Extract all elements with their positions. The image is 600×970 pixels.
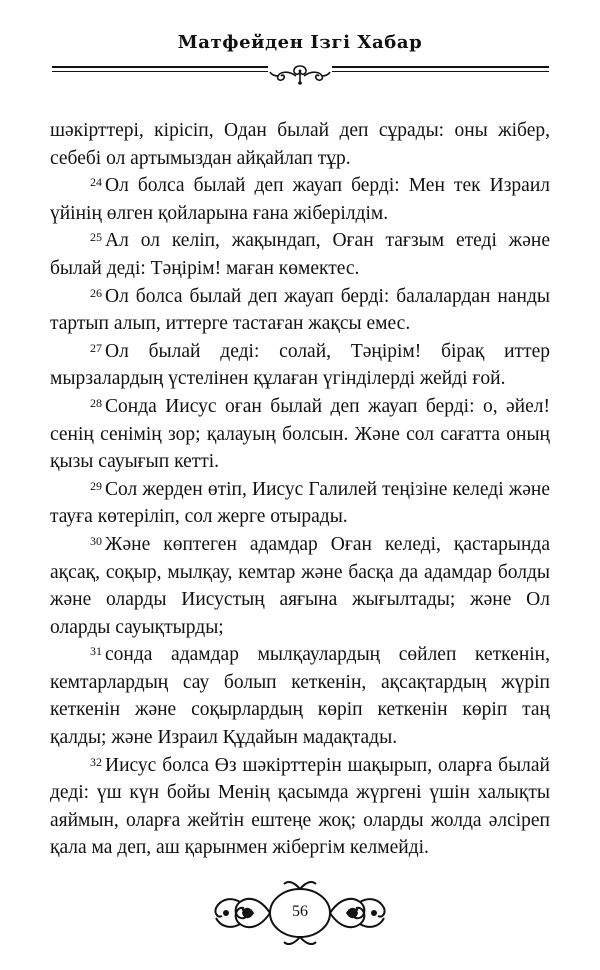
- verse-number: 30: [90, 533, 102, 548]
- verse-text: Сол жерден өтіп, Иисус Галилей теңізіне келеді және тауға көтеріліп, сол жерге отырады.: [50, 478, 550, 528]
- verse-number: 25: [90, 230, 102, 245]
- verse-number: 26: [90, 285, 102, 300]
- paragraph: [50, 531, 550, 641]
- page-header: Матфейден Ізгі Хабар: [177, 32, 423, 53]
- verse-text: Иисус болса Өз шәкірттерін шақырып, оларға былай деді: үш күн бойы Менің қасымда жүргені үшін халықты аяймын, оларға жейтін ештеңе жоқ; оларды жолда әлсіреп қала ма деп, аш қарынмен жібергім келмейді.: [50, 754, 550, 859]
- verse-text: сонда адамдар мылқаулардың сөйлеп кеткенін, кемтарлардың сау болып кеткенін, ақсақтардың жүріп кеткенін және соқырлардың көріп кеткенін көріп таң қалды; және Израил Құдайын мадақтады.: [50, 644, 550, 749]
- paragraph: [50, 172, 550, 227]
- verse-text: Ал ол келіп, жақындап, Оған тағзым етеді және былай деді: Тәңірім! маған көмектес.: [50, 230, 550, 279]
- verse-number: 32: [90, 754, 102, 769]
- paragraph: [50, 476, 550, 531]
- paragraph: [50, 393, 550, 476]
- verse-text: Ол былай деді: солай, Тәңірім! бірақ иттер мырзалардың үстелінен құлаған үгінділерді жейді ғой.: [50, 340, 550, 390]
- verse-text: Және көптеген адамдар Оған келеді, қастарында ақсақ, соқыр, мылқау, кемтар және басқа да адамдар болды және оларды Иисустың аяғына жығылтады; және Ол оларды сауықтырды;: [50, 533, 550, 638]
- verse-text: шәкірттері, кірісіп, Одан былай деп сұрады: оны жібер, себебі ол артымыздан айқайлап тұр.: [50, 120, 550, 169]
- page-number: 56: [292, 903, 308, 920]
- paragraph: [50, 117, 550, 172]
- verse-number: 31: [90, 644, 102, 659]
- verse-number: 27: [90, 340, 102, 355]
- verse-text: Ол болса былай деп жауап берді: Мен тек Израил үйінің өлген қойларына ғана жіберілдім.: [50, 175, 550, 224]
- paragraph: [50, 283, 550, 338]
- verse-text: Сонда Иисус оған былай деп жауап берді: о, әйел! сенің сенімің зор; қалауың болсын. Және сол сағатта оның қызы сауығып кетті.: [50, 395, 550, 473]
- ornament-flourish-icon: [268, 62, 332, 86]
- verse-number: 24: [90, 175, 102, 190]
- paragraph: [50, 641, 550, 751]
- verse-text: Ол болса былай деп жауап берді: балалардан нанды тартып алып, иттерге тастаған жақсы емес.: [50, 285, 550, 335]
- paragraph: [50, 338, 550, 393]
- verse-number: 29: [90, 478, 102, 493]
- body-text: [50, 117, 550, 862]
- verse-number: 28: [90, 395, 102, 410]
- paragraph: [50, 227, 550, 282]
- paragraph: [50, 752, 550, 862]
